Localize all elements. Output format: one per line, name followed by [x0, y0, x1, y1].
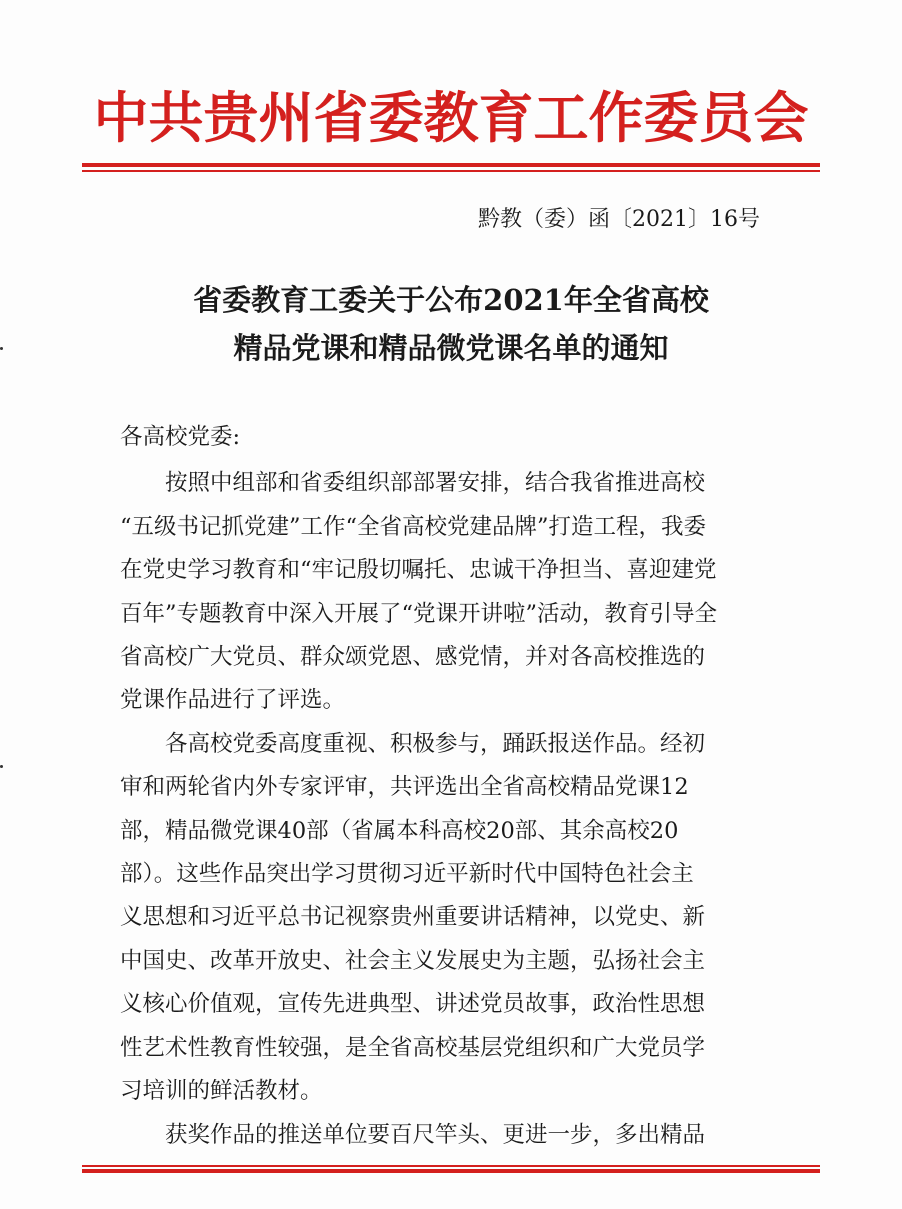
body-line: 在党史学习教育和“牢记殷切嘱托、忠诚干净担当、喜迎建党	[120, 557, 717, 583]
body-line: 部，精品微党课40部（省属本科高校20部、其余高校20	[120, 818, 679, 844]
body-line: 习培训的鲜活教材。	[120, 1078, 323, 1104]
binding-mark	[0, 765, 3, 768]
body-line: 党课作品进行了评选。	[120, 687, 346, 713]
header-rule-thin	[82, 170, 820, 172]
title-line-2: 精品党课和精品微党课名单的通知	[233, 331, 669, 365]
body-line: “五级书记抓党建”工作“全省高校党建品牌”打造工程，我委	[120, 514, 707, 540]
header-rule-thick	[82, 163, 820, 167]
body-line: 省高校广大党员、群众颂党恩、感党情，并对各高校推选的	[120, 644, 706, 670]
body-line: 义思想和习近平总书记视察贵州重要讲话精神，以党史、新	[120, 904, 706, 930]
body-line: 审和两轮省内外专家评审，共评选出全省高校精品党课12	[120, 774, 689, 800]
issuer-masthead: 中共贵州省委教育工作委员会	[93, 85, 809, 150]
body-line: 各高校党委高度重视、积极参与，踊跃报送作品。经初	[165, 731, 706, 757]
body-line: 性艺术性教育性较强，是全省高校基层党组织和广大党员学	[120, 1035, 706, 1061]
footer-rule-thick	[82, 1169, 820, 1173]
document-number: 黔教（委）函〔2021〕16号	[478, 207, 760, 232]
body-line: 中国史、改革开放史、社会主义发展史为主题，弘扬社会主	[120, 948, 706, 974]
body-line: 获奖作品的推送单位要百尺竿头、更进一步，多出精品	[165, 1122, 706, 1148]
body-line: 按照中组部和省委组织部部署安排，结合我省推进高校	[165, 470, 706, 496]
title-line-1: 省委教育工委关于公布2021年全省高校	[193, 283, 709, 317]
footer-rule-thin	[82, 1165, 820, 1167]
body-line: 部）。这些作品突出学习贯彻习近平新时代中国特色社会主	[120, 861, 694, 887]
salutation: 各高校党委:	[120, 424, 241, 450]
body-line: 义核心价值观，宣传先进典型、讲述党员故事，政治性思想	[120, 991, 706, 1017]
binding-mark	[0, 347, 3, 350]
body-line: 百年”专题教育中深入开展了“党课开讲啦”活动，教育引导全	[120, 601, 718, 627]
